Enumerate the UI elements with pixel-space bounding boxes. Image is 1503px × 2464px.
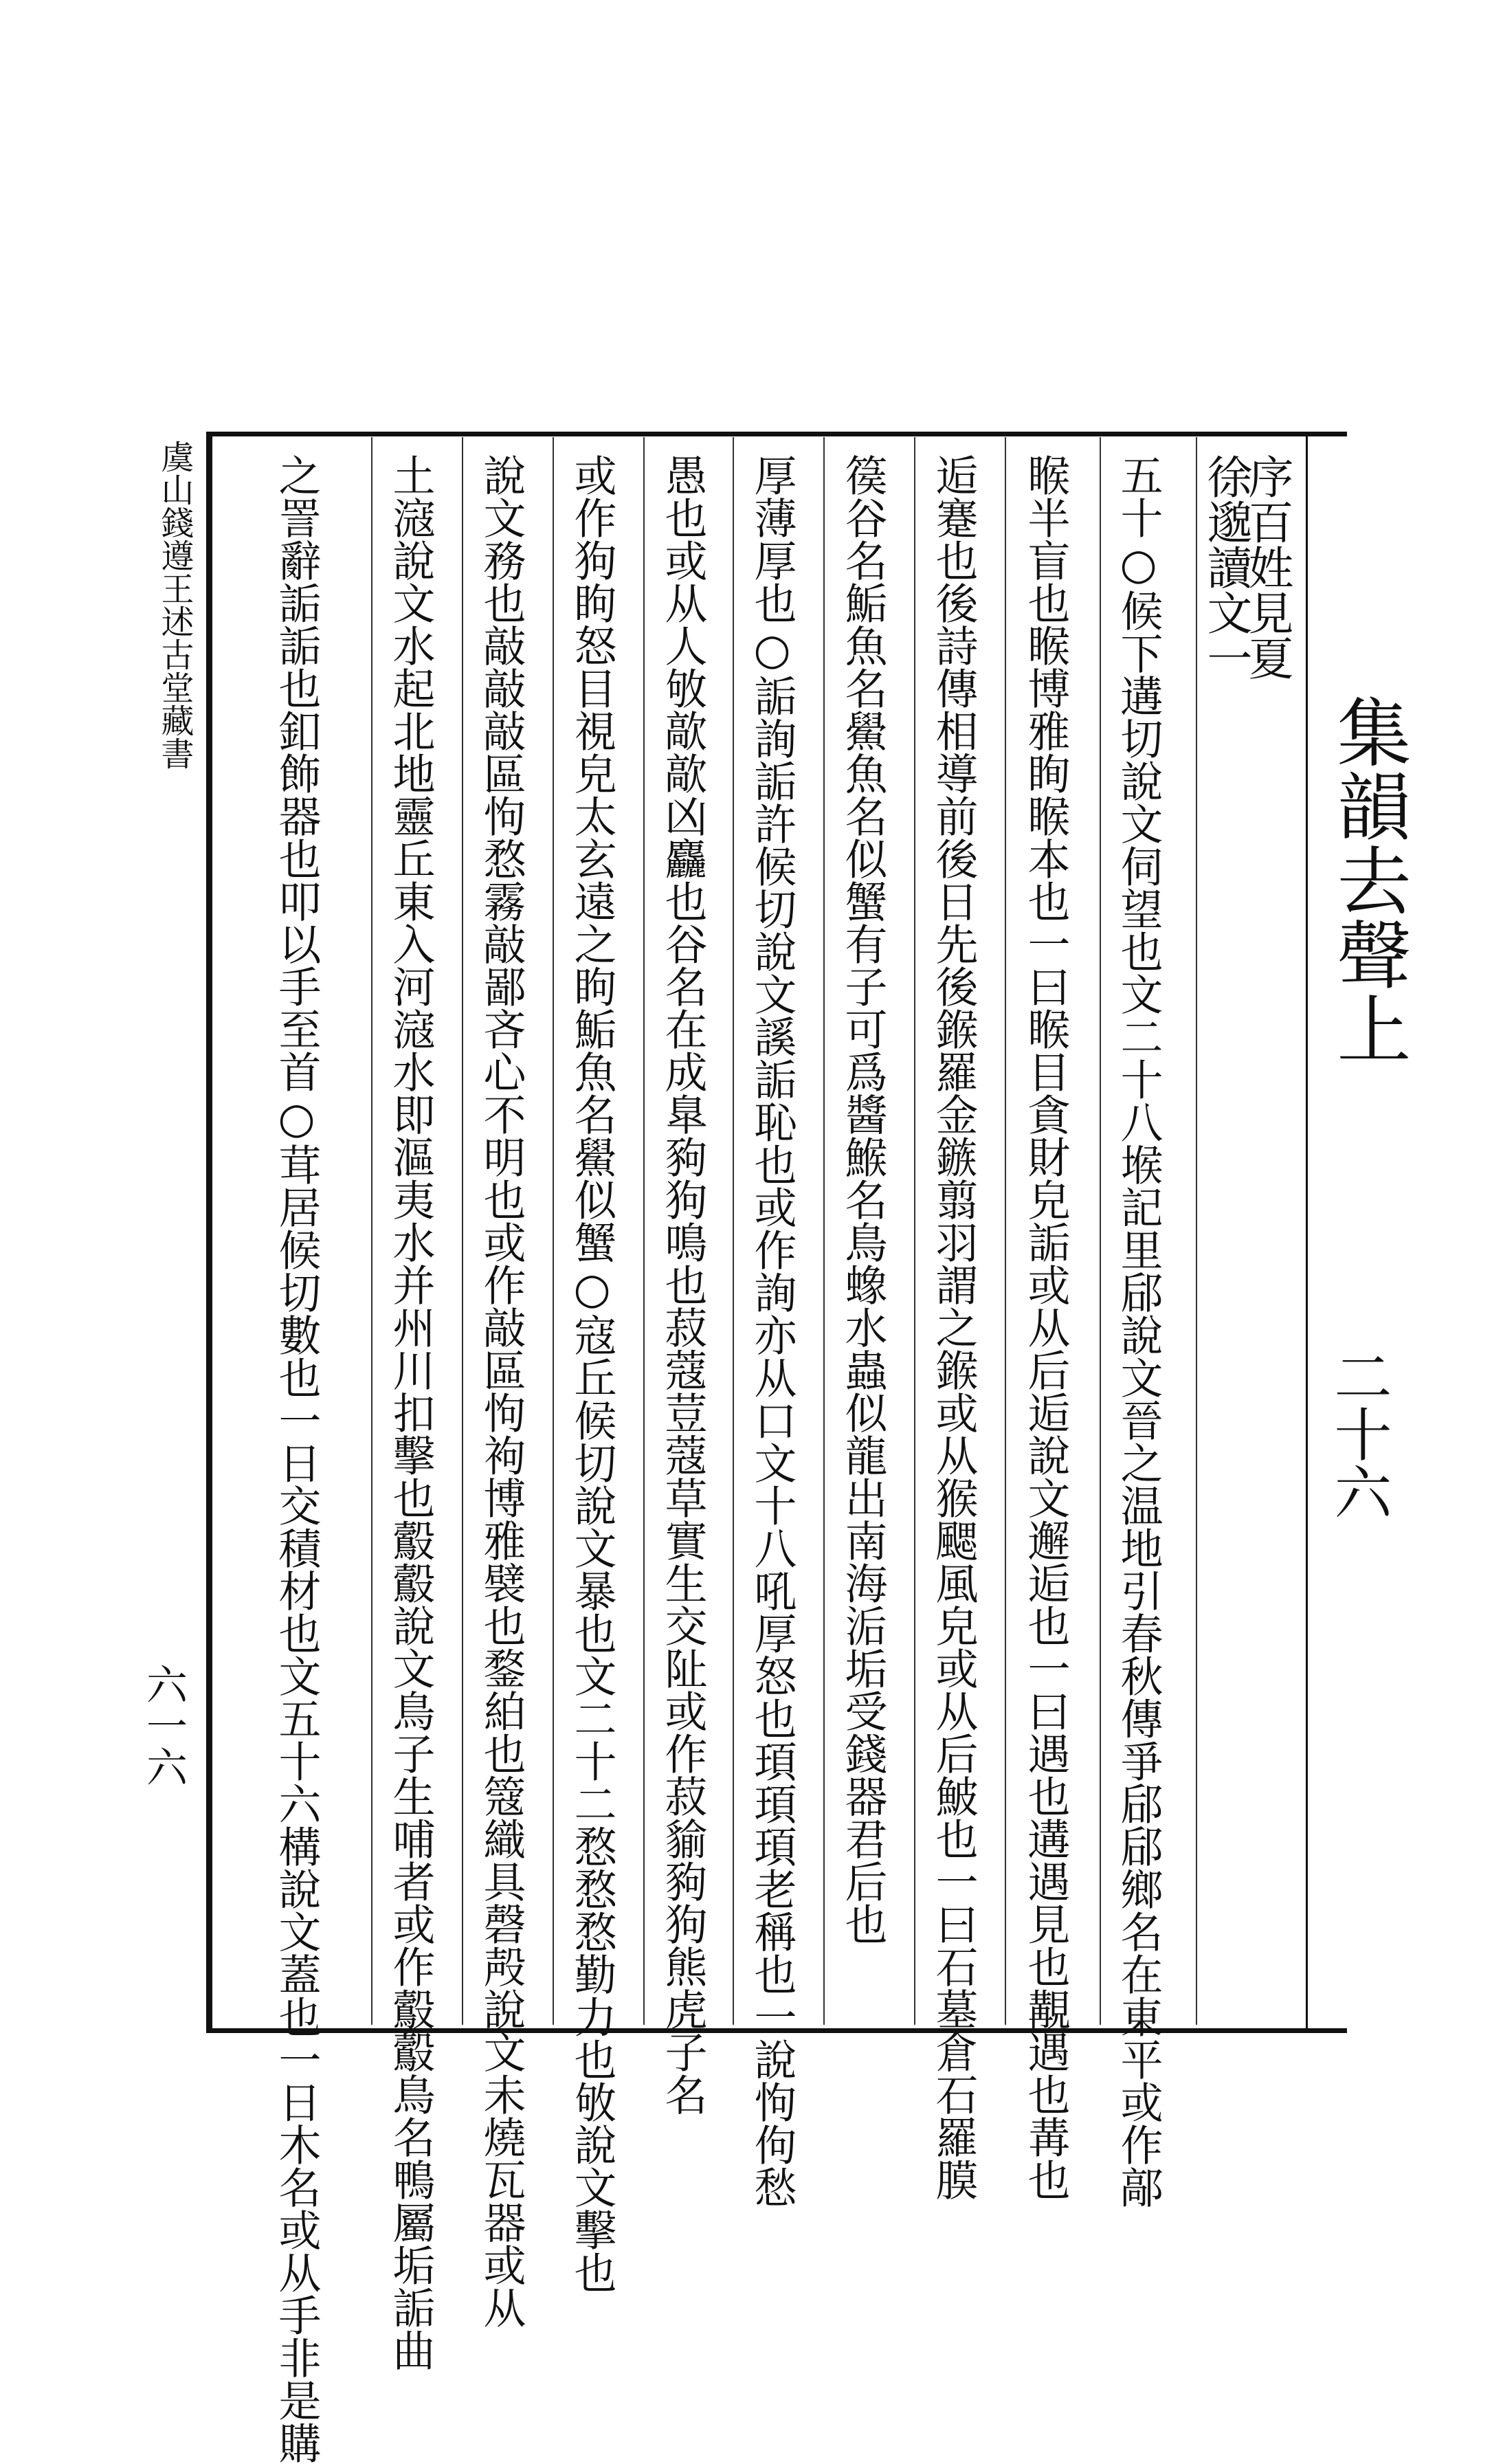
page-number: 六一六: [140, 1663, 188, 1787]
header-line-1: 序百姓見夏: [1240, 454, 1293, 680]
frame-right-rule: [1306, 432, 1308, 2033]
column-rule: [1100, 437, 1101, 2025]
text-column: 篌谷名鮜魚名鱟魚名似蟹有子可爲醬鯸名鳥蟓水蟲似龍出南海洉垢受錢器君后也: [838, 454, 888, 1945]
text-column: 五十○候下遘切說文伺望也文二十八堠記里郈說文晉之温地引春秋傳爭郈郈鄉名在東平或作鄗: [1113, 454, 1164, 2208]
column-rule: [1005, 437, 1006, 2025]
column-rule: [643, 437, 645, 2025]
column-rule: [553, 437, 554, 2025]
text-column: 睺半盲也睺博雅眴睺本也一曰睺目貪財皃詬或从后逅說文邂逅也一曰遇也遘遇見也覯遇也冓也: [1021, 454, 1071, 2201]
folio-number: 二十六: [1325, 1347, 1392, 1520]
text-column: 愚也或从人敂歊歊凶麤也谷名在成臯豞狗鳴也菽蔻荳蔻草實生交阯或作菽貐豞狗熊虎子名: [658, 454, 708, 2116]
column-rule: [823, 437, 825, 2025]
text-column: 或作狗眗怒目視皃太玄遠之眗鮜魚名鱟似蟹○寇丘候切說文暴也文二十二愗愗愗勤力也敂說文擊也: [567, 454, 617, 2294]
text-column: 逅蹇也後詩傳相導前後日先後鍭羅金鏃翦羽謂之鍭或从猴颸風皃或从后鮍也一曰石墓倉石羅膜: [928, 454, 979, 2201]
banner-title: 集韻去聲上: [1324, 694, 1410, 1065]
text-column: 土滱說文水起北地靈丘東入河滱水即漚夷水并州川扣擊也鷇鷇說文鳥子生哺者或作鷇鷇鳥名鴨屬垢詬曲: [386, 454, 436, 2371]
text-column: 厚薄厚也○詬詢詬許候切說文謑詬恥也或作詢亦从口文十八吼厚怒也頊頊頊老稱也一說怐佝愁: [747, 454, 797, 2208]
text-column: 說文務也敲敲敲區怐愗霧敲鄙吝心不明也或作敲區怐袧博雅襞也鍪絈也簆織具磬殸說文未燒瓦器或从: [476, 454, 526, 2329]
column-rule: [462, 437, 463, 2025]
column-rule: [733, 437, 734, 2025]
text-column: 之詈辭詬詬也釦飾器也叩以手至首○茸居候切數也一日交積材也文五十六構說文蓋也一日木名或从手非是購: [271, 454, 322, 2464]
collector-inscription: 虞山錢遵王述古堂藏書: [155, 440, 194, 770]
header-line-2: 徐邈讀文一: [1199, 454, 1252, 680]
column-rule: [371, 437, 372, 2025]
column-rule: [914, 437, 915, 2025]
column-rule: [1196, 437, 1197, 2025]
